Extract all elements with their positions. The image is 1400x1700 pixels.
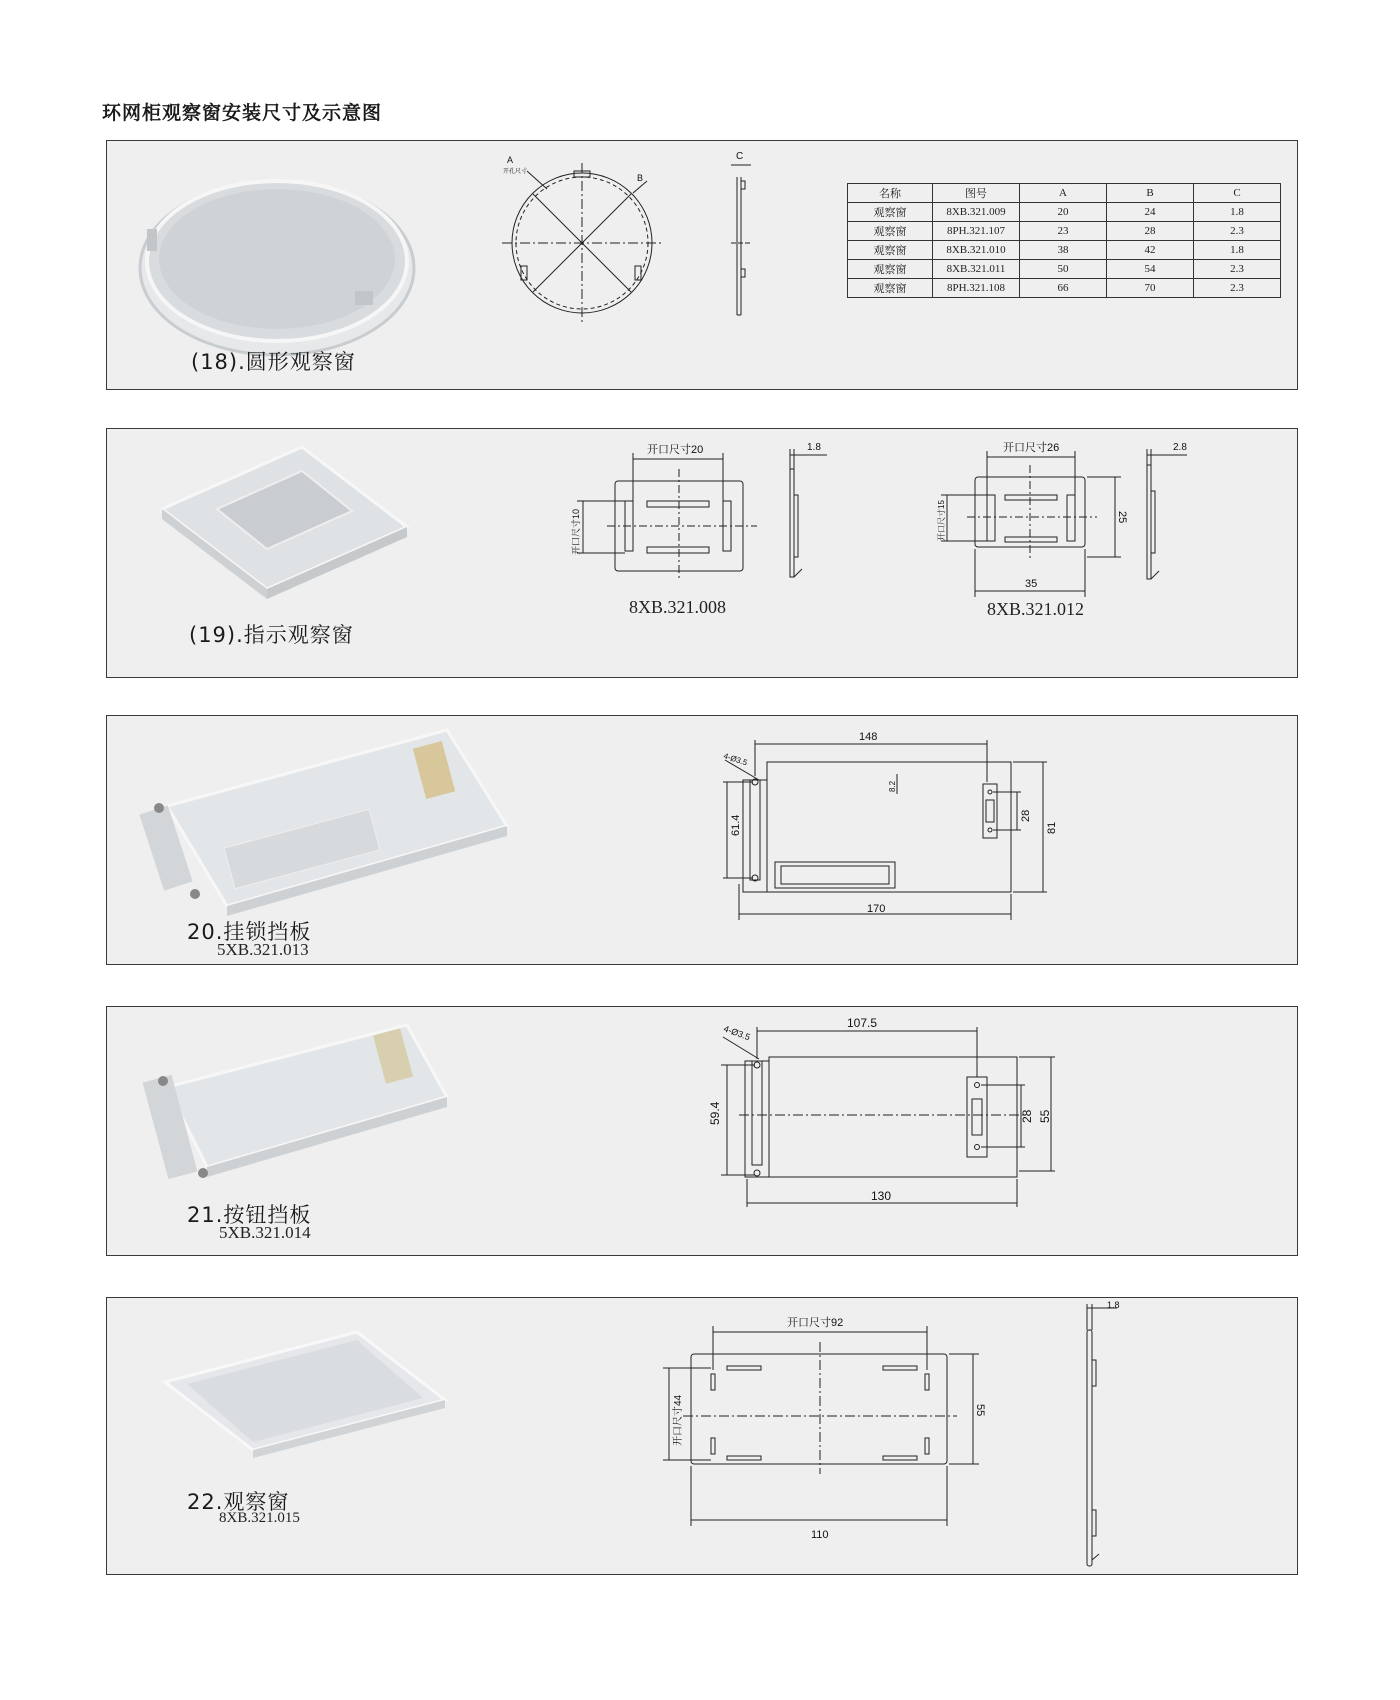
caption-round-window: (18).圆形观察窗 xyxy=(191,350,356,374)
p20-dim-hole-span: 28 xyxy=(1020,809,1032,822)
indicator-window-1-side xyxy=(790,449,827,577)
panel-button-baffle xyxy=(106,1006,1298,1256)
observation-window-side xyxy=(1087,1304,1117,1566)
p21-dim-left: 59.4 xyxy=(708,1101,722,1125)
padlock-baffle-photo xyxy=(139,730,507,916)
caption-observation-window: 22.观察窗 xyxy=(187,1490,290,1514)
indicator-window-2-side xyxy=(1147,449,1187,579)
button-baffle-photo xyxy=(143,1025,447,1179)
d2-thickness: 2.8 xyxy=(1173,442,1187,453)
indicator-window-2-front xyxy=(941,451,1121,597)
p22-dim-top: 开口尺寸92 xyxy=(787,1317,844,1329)
table-row: 观察窗 8XB.321.010 38 42 1.8 xyxy=(848,241,1281,260)
code-observation-window: 8XB.321.015 xyxy=(219,1510,300,1526)
table-row: 观察窗 8XB.321.011 50 54 2.3 xyxy=(848,260,1281,279)
p22-dim-thickness: 1.8 xyxy=(1107,1300,1120,1310)
d2-outer-height: 25 xyxy=(1116,511,1128,524)
d1-width-label: 开口尺寸20 xyxy=(647,444,704,456)
observation-window-front xyxy=(663,1326,979,1526)
p20-dim-left: 61.4 xyxy=(730,814,742,836)
table-row: 观察窗 8XB.321.009 20 24 1.8 xyxy=(848,203,1281,222)
d1-code: 8XB.321.008 xyxy=(629,597,727,617)
page-title: 环网柜观察窗安装尺寸及示意图 xyxy=(102,102,383,124)
caption-padlock-baffle: 20.挂锁挡板 xyxy=(187,920,312,944)
p20-dim-height: 81 xyxy=(1046,821,1058,834)
p20-dim-small: 8.2 xyxy=(888,780,897,792)
p20-dim-bottom: 170 xyxy=(867,903,886,915)
p21-dim-top: 107.5 xyxy=(847,1016,878,1030)
label-a: A xyxy=(507,155,514,165)
panel-22-drawings xyxy=(107,1298,1298,1575)
observation-window-photo xyxy=(165,1332,445,1458)
d2-outer-width: 35 xyxy=(1025,578,1038,590)
d1-height-label: 开口尺寸10 xyxy=(571,508,581,555)
p21-dim-bottom: 130 xyxy=(871,1189,892,1203)
table-row: 观察窗 8PH.321.108 66 70 2.3 xyxy=(848,279,1281,298)
label-b: B xyxy=(637,173,644,183)
d1-thickness: 1.8 xyxy=(807,442,821,453)
p22-dim-height: 55 xyxy=(974,1404,986,1417)
panel-padlock-baffle xyxy=(106,715,1298,965)
round-window-photo xyxy=(140,181,414,355)
p22-dim-bottom: 110 xyxy=(811,1529,829,1541)
d2-width-label: 开口尺寸26 xyxy=(1003,442,1060,454)
caption-button-baffle: 21.按钮挡板 xyxy=(187,1203,312,1227)
panel-round-window xyxy=(106,140,1298,390)
indicator-window-1-front xyxy=(577,453,757,579)
label-cutout: 开孔尺寸 xyxy=(503,169,528,175)
label-c: C xyxy=(736,151,744,162)
button-baffle-drawing xyxy=(721,1027,1055,1207)
p20-dim-top: 148 xyxy=(859,731,878,743)
p21-dim-holes: 4-Ø3.5 xyxy=(722,1023,752,1043)
d2-code: 8XB.321.012 xyxy=(987,599,1085,619)
table-row: 观察窗 8PH.321.107 23 28 2.3 xyxy=(848,222,1281,241)
round-window-front-drawing xyxy=(502,163,662,323)
p22-dim-left: 开口尺寸44 xyxy=(673,1394,684,1446)
p21-dim-height: 55 xyxy=(1038,1109,1052,1123)
panel-observation-window xyxy=(106,1297,1298,1575)
p21-dim-hole-span: 28 xyxy=(1020,1109,1034,1123)
padlock-baffle-drawing xyxy=(723,740,1047,920)
code-button-baffle: 5XB.321.014 xyxy=(219,1223,311,1242)
p20-dim-holes: 4-Ø3.5 xyxy=(722,751,749,768)
indicator-window-photo xyxy=(162,447,407,599)
round-window-side-drawing xyxy=(731,165,751,315)
panel-indicator-window xyxy=(106,428,1298,678)
caption-indicator-window: (19).指示观察窗 xyxy=(189,623,354,647)
table-header-row: 名称 图号 A B C xyxy=(848,184,1281,203)
spec-table xyxy=(847,183,1281,298)
d2-height-label: 开口尺寸15 xyxy=(937,500,946,541)
code-padlock-baffle: 5XB.321.013 xyxy=(217,940,309,959)
